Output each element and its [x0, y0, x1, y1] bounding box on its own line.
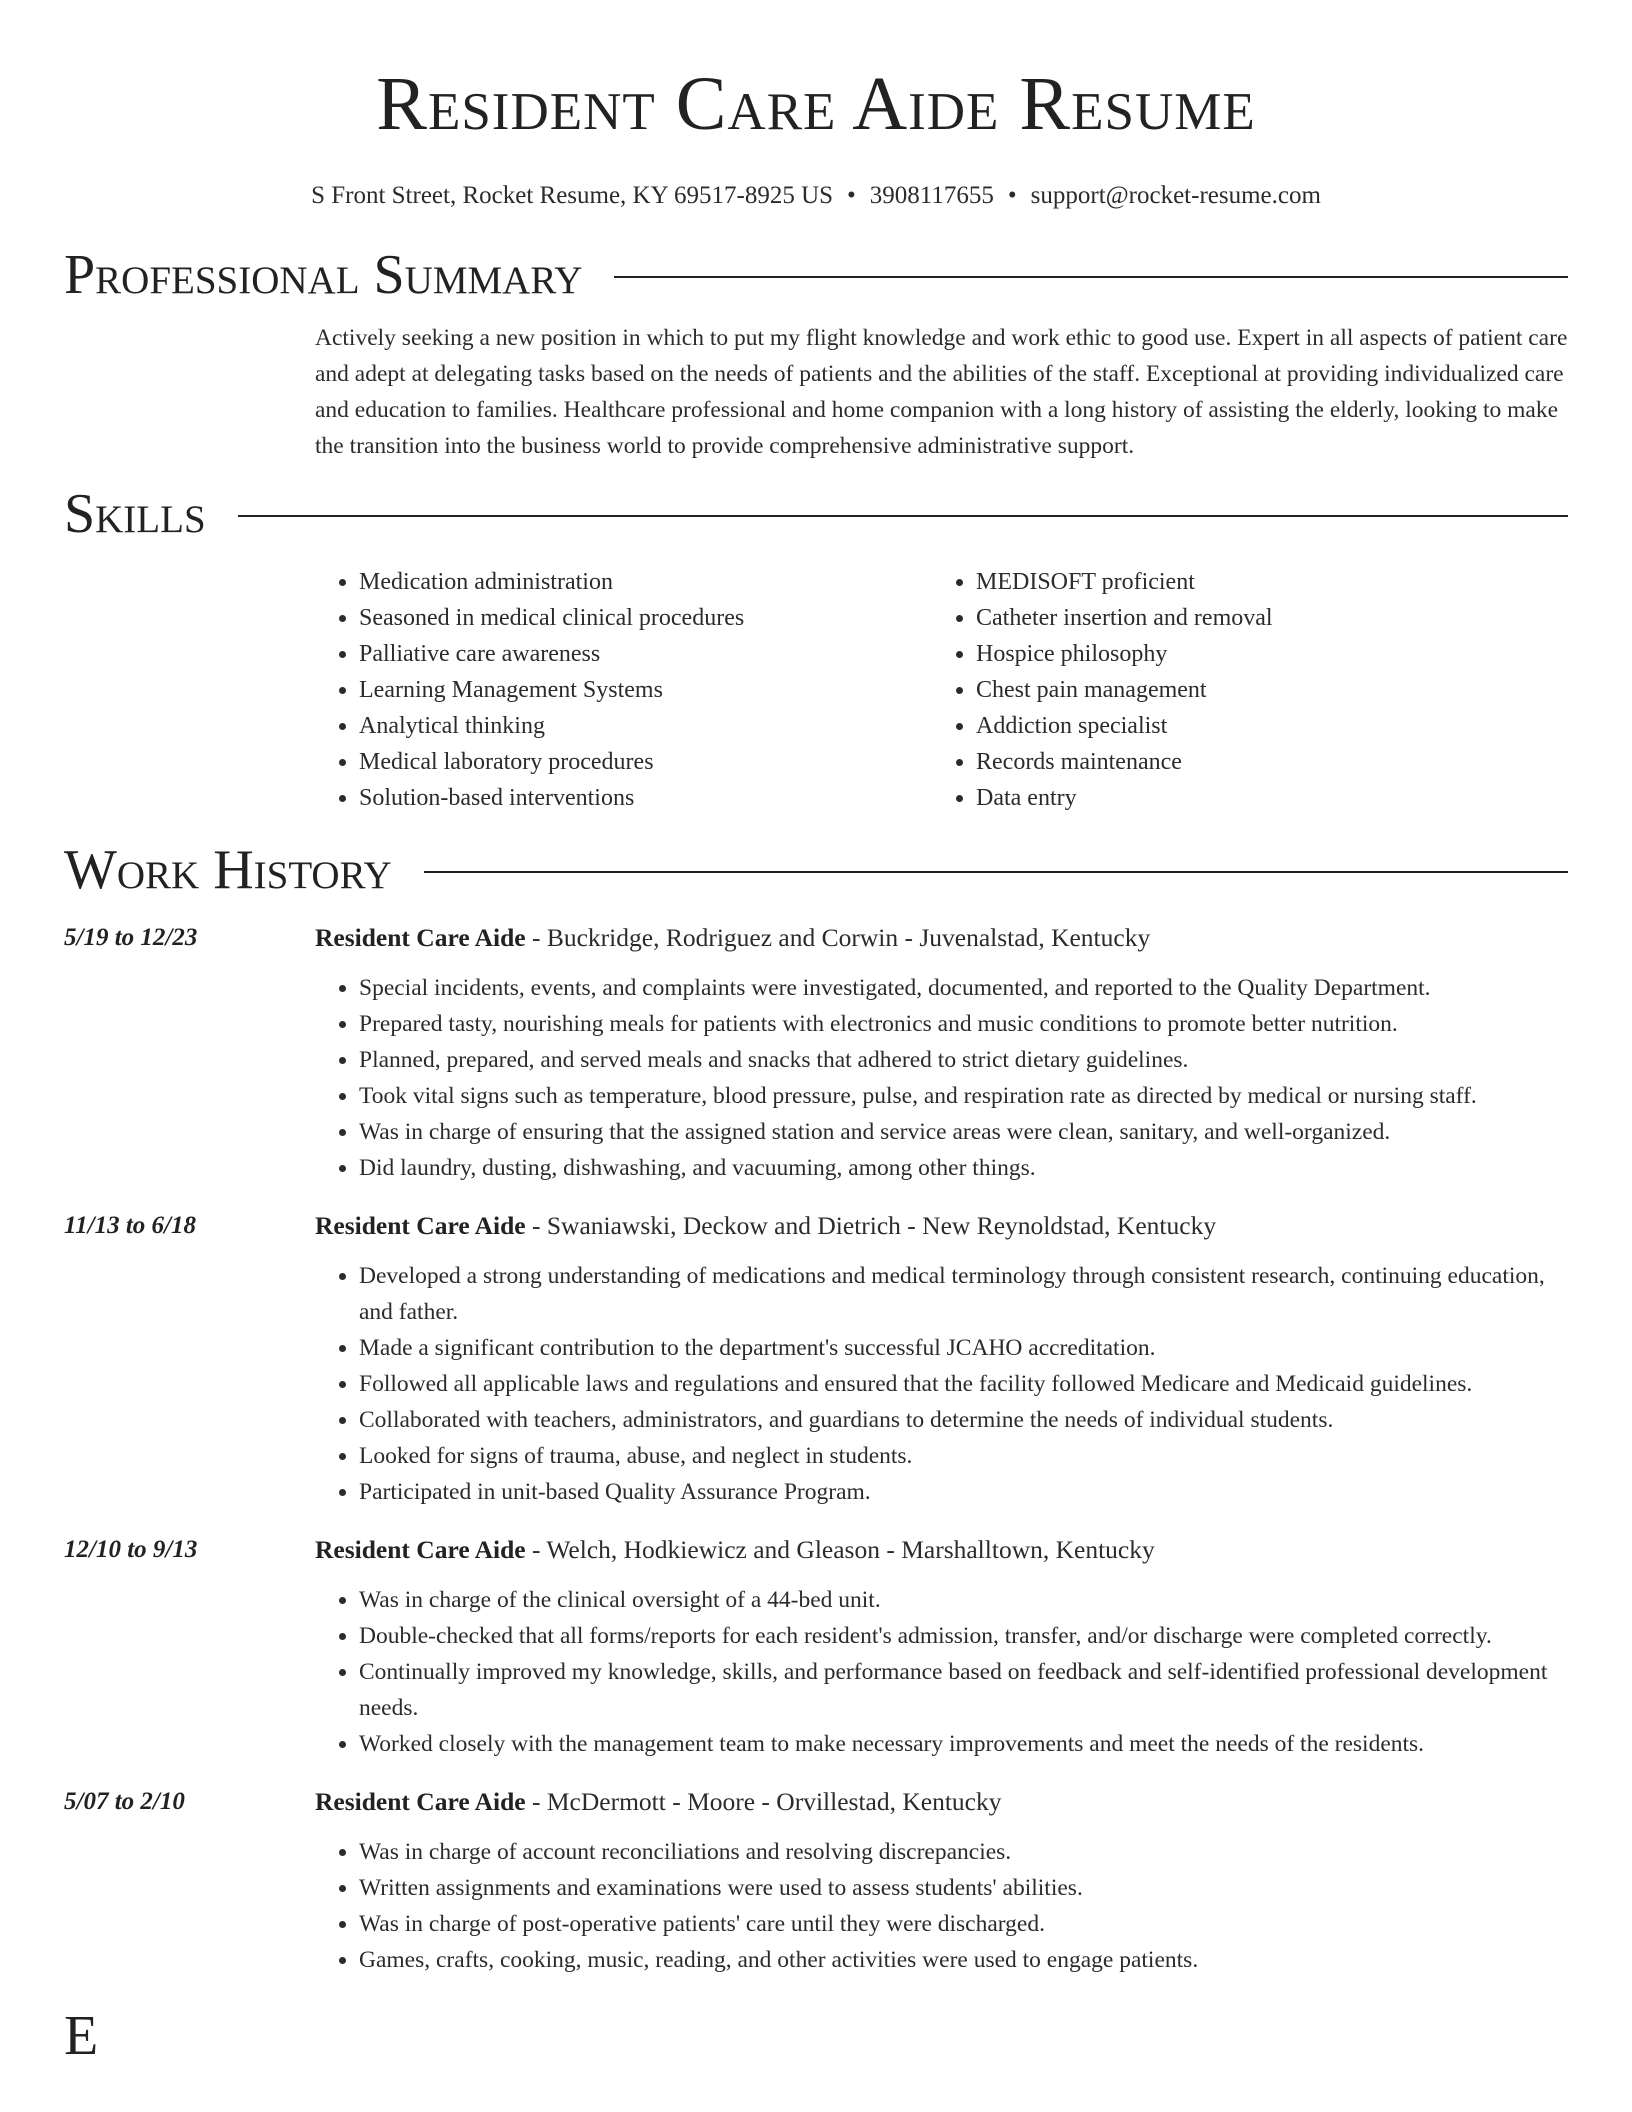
job-title: Resident Care Aide	[315, 1787, 526, 1816]
job-bullets	[315, 1258, 1568, 1510]
list-item: • Looked for signs of trauma, abuse, and neglect in students.	[359, 1438, 1568, 1474]
skills-heading: Skills	[64, 483, 206, 545]
job-entry	[64, 1208, 1568, 1510]
job-bullets	[315, 1582, 1568, 1762]
work-history-list	[64, 920, 1568, 1978]
job-bullets	[315, 970, 1568, 1186]
resume-page	[64, 0, 1568, 2072]
list-item: • Medical laboratory procedures	[359, 744, 932, 780]
list-item: • Games, crafts, cooking, music, reading, and other activities were used to engage patients.	[359, 1942, 1568, 1978]
list-item: • Addiction specialist	[976, 708, 1549, 744]
list-item: • Was in charge of post-operative patients' care until they were discharged.	[359, 1906, 1568, 1942]
list-item: • Worked closely with the management team to make necessary improvements and meet the needs of the residents.	[359, 1726, 1568, 1762]
work-heading: Work History	[64, 839, 392, 901]
list-item: • Followed all applicable laws and regulations and ensured that the facility followed Medicare and Medicaid guidelines.	[359, 1366, 1568, 1402]
job-employer-location: - Welch, Hodkiewicz and Gleason - Marshalltown, Kentucky	[525, 1535, 1155, 1564]
contact-line	[64, 180, 1568, 212]
summary-section-header	[64, 239, 1568, 311]
summary-text: Actively seeking a new position in which to put my flight knowledge and work ethic to good use. Expert in all aspects of patient care and adept at delegating tasks based on the needs of patients and the abilities of the staff. Exceptional at providing individualized care and education to families. Healthcare professional and home companion with a long history of assisting the elderly, looking to make the transition into the business world to provide comprehensive administrative support.	[315, 325, 1568, 459]
job-dates: 5/07 to 2/10	[64, 1788, 185, 1815]
contact-phone: 3908117655	[869, 182, 994, 209]
job-title: Resident Care Aide	[315, 1211, 526, 1240]
list-item: • Chest pain management	[976, 672, 1549, 708]
job-header	[315, 1532, 1568, 1568]
list-item: • Was in charge of the clinical oversight of a 44-bed unit.	[359, 1582, 1568, 1618]
resume-title: Resident Care Aide Resume	[376, 62, 1256, 146]
list-item: • Collaborated with teachers, administrators, and guardians to determine the needs of individual students.	[359, 1402, 1568, 1438]
contact-address: S Front Street, Rocket Resume, KY 69517-8925 US	[311, 182, 834, 209]
skills-list-right	[932, 564, 1549, 816]
job-dates: 5/19 to 12/23	[64, 924, 198, 951]
section-divider	[238, 515, 1568, 517]
list-item: • Planned, prepared, and served meals and snacks that adhered to strict dietary guidelines.	[359, 1042, 1568, 1078]
list-item: • Records maintenance	[976, 744, 1549, 780]
list-item: • Did laundry, dusting, dishwashing, and vacuuming, among other things.	[359, 1150, 1568, 1186]
work-section-header	[64, 834, 1568, 906]
job-title: Resident Care Aide	[315, 1535, 526, 1564]
job-bullets	[315, 1834, 1568, 1978]
list-item: • Written assignments and examinations were used to assess students' abilities.	[359, 1870, 1568, 1906]
list-item: • Was in charge of ensuring that the assigned station and service areas were clean, sanitary, and well-organized.	[359, 1114, 1568, 1150]
job-employer-location: - Buckridge, Rodriguez and Corwin - Juvenalstad, Kentucky	[525, 923, 1151, 952]
list-item: • MEDISOFT proficient	[976, 564, 1549, 600]
job-entry	[64, 1784, 1568, 1978]
list-item: • Analytical thinking	[359, 708, 932, 744]
list-item: • Palliative care awareness	[359, 636, 932, 672]
job-dates: 12/10 to 9/13	[64, 1536, 198, 1563]
list-item: • Solution-based interventions	[359, 780, 932, 816]
list-item: • Learning Management Systems	[359, 672, 932, 708]
skills-columns	[315, 564, 1568, 816]
list-item: • Special incidents, events, and complaints were investigated, documented, and reported to the Quality Department.	[359, 970, 1568, 1006]
skills-section-header	[64, 478, 1568, 550]
next-section-heading-fragment: E	[64, 2005, 99, 2067]
contact-separator: •	[847, 182, 856, 209]
job-title: Resident Care Aide	[315, 923, 526, 952]
list-item: • Prepared tasty, nourishing meals for patients with electronics and music conditions to promote better nutrition.	[359, 1006, 1568, 1042]
list-item: • Was in charge of account reconciliations and resolving discrepancies.	[359, 1834, 1568, 1870]
list-item: • Double-checked that all forms/reports for each resident's admission, transfer, and/or discharge were completed correctly.	[359, 1618, 1568, 1654]
list-item: • Made a significant contribution to the department's successful JCAHO accreditation.	[359, 1330, 1568, 1366]
job-header	[315, 920, 1568, 956]
job-employer-location: - Swaniawski, Deckow and Dietrich - New Reynoldstad, Kentucky	[525, 1211, 1217, 1240]
list-item: • Continually improved my knowledge, skills, and performance based on feedback and self-identified professional development needs.	[359, 1654, 1568, 1726]
summary-heading: Professional Summary	[64, 244, 583, 306]
list-item: • Catheter insertion and removal	[976, 600, 1549, 636]
list-item: • Participated in unit-based Quality Assurance Program.	[359, 1474, 1568, 1510]
contact-email: support@rocket-resume.com	[1030, 182, 1321, 209]
section-divider	[614, 276, 1568, 278]
skills-list-left	[315, 564, 932, 816]
job-employer-location: - McDermott - Moore - Orvillestad, Kentucky	[525, 1787, 1002, 1816]
contact-separator: •	[1007, 182, 1017, 209]
job-header	[315, 1784, 1568, 1820]
job-dates: 11/13 to 6/18	[64, 1212, 196, 1239]
list-item: • Seasoned in medical clinical procedures	[359, 600, 932, 636]
list-item: • Hospice philosophy	[976, 636, 1549, 672]
list-item: • Took vital signs such as temperature, blood pressure, pulse, and respiration rate as directed by medical or nursing staff.	[359, 1078, 1568, 1114]
list-item: • Data entry	[976, 780, 1549, 816]
section-divider	[424, 871, 1568, 873]
job-entry	[64, 920, 1568, 1186]
job-entry	[64, 1532, 1568, 1762]
list-item: • Developed a strong understanding of medications and medical terminology through consistent research, continuing education, and father.	[359, 1258, 1568, 1330]
job-header	[315, 1208, 1568, 1244]
list-item: • Medication administration	[359, 564, 932, 600]
